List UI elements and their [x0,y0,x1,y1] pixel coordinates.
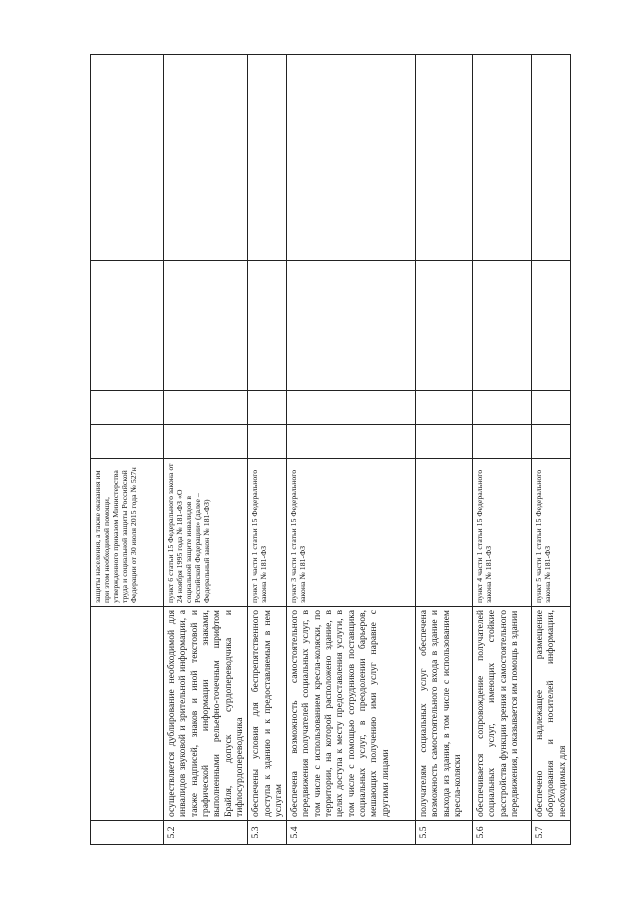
table-row [164,55,248,845]
empty-cell [91,391,164,425]
legal-citation: пункт 1 части 1 статьи 15 Федерального закона № 181-ФЗ [248,459,287,607]
legal-citation: пункт 5 части 1 статьи 15 Федерального закона № 181-ФЗ [532,459,571,607]
empty-cell [248,261,287,391]
row-number: 5.2 [164,821,248,845]
empty-cell [416,261,473,391]
legal-citation: пункт 3 части 1 статьи 15 Федерального закона № 181-ФЗ [287,459,416,607]
row-number [91,821,164,845]
empty-cell [287,55,416,261]
requirement-text: обеспечивается сопровождение получателей социальных услуг, имеющих стойкие расстройства функции зрения и самостоятельного передвижения, и оказывается им помощь в здании [473,607,532,821]
empty-cell [473,261,532,391]
empty-cell [91,425,164,459]
empty-cell [164,391,248,425]
empty-cell [164,261,248,391]
legal-citation: пункт 6 статьи 15 Федерального закона от 24 ноября 1995 года № 181-ФЗ «О социальной защите инвалидов в Российской Федерации» (далее – Федеральный закон № 181-ФЗ) [164,459,248,607]
empty-cell [248,425,287,459]
rotated-page-area [90,55,568,845]
empty-cell [532,391,571,425]
empty-cell [91,261,164,391]
rotated-document-sheet [90,55,568,845]
empty-cell [416,391,473,425]
empty-cell [532,261,571,391]
row-number: 5.5 [416,821,473,845]
legal-citation: пункт 4 части 1 статьи 15 Федерального закона № 181-ФЗ [473,459,532,607]
empty-cell [287,391,416,425]
row-number: 5.4 [287,821,416,845]
empty-cell [248,55,287,261]
empty-cell [532,425,571,459]
table-row [91,55,164,845]
requirement-text: обеспечено надлежащее размещение оборудования и носителей информации, необходимых для [532,607,571,821]
table-row [532,55,571,845]
requirement-text: осуществляется дублирование необходимой для инвалидов звуковой и зрительной информации, а также надписей, знаков и иной текстовой и графической информации знаками, выполненными рельефно-точечным шрифтом Брайля, допуск сурдопереводчика и тифлосурдопереводчика [164,607,248,821]
empty-cell [532,55,571,261]
requirement-text [91,607,164,821]
row-number: 5.6 [473,821,532,845]
empty-cell [164,425,248,459]
empty-cell [473,55,532,261]
empty-cell [91,55,164,261]
row-number: 5.7 [532,821,571,845]
table-row [416,55,473,845]
requirement-text: получателям социальных услуг обеспечена возможность самостоятельного входа в здание и выхода из здания, в том числе с использованием кресла-коляски [416,607,473,821]
requirement-text: обеспечены условия для беспрепятственного доступа к зданию и к предоставляемым в нем услугам [248,607,287,821]
legal-citation: защиты населения, а также оказания им при этом необходимой помощи, утвержденного приказом Министерства труда и социальной защиты Российской Федерации от 30 июля 2015 года № 527н [91,459,164,607]
empty-cell [287,261,416,391]
requirements-table [90,54,571,845]
empty-cell [164,55,248,261]
empty-cell [416,55,473,261]
empty-cell [287,425,416,459]
table-row [287,55,416,845]
row-number: 5.3 [248,821,287,845]
table-row [473,55,532,845]
table-row [248,55,287,845]
legal-citation [416,459,473,607]
empty-cell [416,425,473,459]
empty-cell [473,391,532,425]
requirement-text: обеспечена возможность самостоятельного передвижения получателей социальных услуг, в том числе с использованием кресла-коляски, по территории, на которой расположено здание, в целях доступа к месту предоставления услуги, в том числе с помощью сотрудников поставщика социальных услуг, в преодолении барьеров, мешающих получению ими услуг наравне с другими лицами [287,607,416,821]
empty-cell [473,425,532,459]
empty-cell [248,391,287,425]
